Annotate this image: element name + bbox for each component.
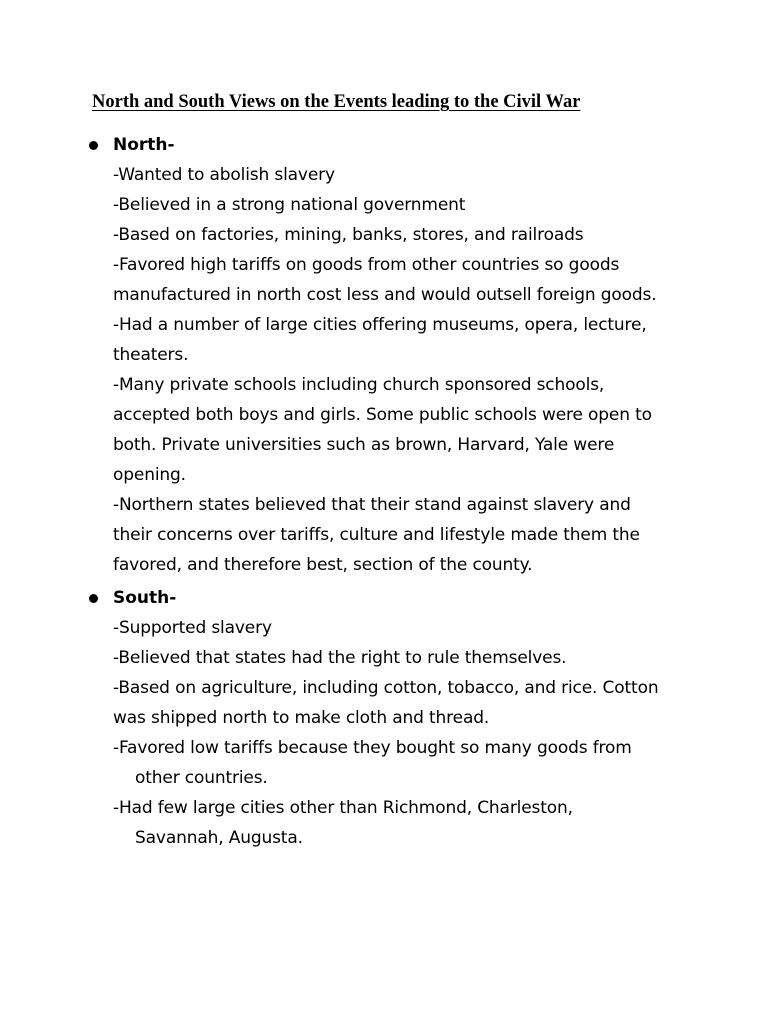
text-line: -Believed that states had the right to rule themselves. xyxy=(113,648,567,668)
text-line: -Many private schools including church sponsored schools, xyxy=(113,375,605,395)
text-line: -Based on agriculture, including cotton, tobacco, and rice. Cotton xyxy=(113,678,659,698)
text-line: -Based on factories, mining, banks, stores, and railroads xyxy=(113,225,584,245)
text-line: -Believed in a strong national government xyxy=(113,195,466,215)
text-line: favored, and therefore best, section of the county. xyxy=(113,555,533,575)
text-line: -Had a number of large cities offering museums, opera, lecture, xyxy=(113,315,647,335)
text-line: opening. xyxy=(113,465,186,485)
text-line: accepted both boys and girls. Some public schools were open to xyxy=(113,405,652,425)
document-title: North and South Views on the Events leading to the Civil War xyxy=(92,92,581,112)
text-line: was shipped north to make cloth and thread. xyxy=(113,708,490,728)
text-line: -Northern states believed that their stand against slavery and xyxy=(113,495,631,515)
text-line: -Had few large cities other than Richmond, Charleston, xyxy=(113,798,573,818)
text-line: Savannah, Augusta. xyxy=(135,828,303,848)
text-line: manufactured in north cost less and would outsell foreign goods. xyxy=(113,285,657,305)
text-line: -Favored low tariffs because they bought so many goods from xyxy=(113,738,632,758)
text-line: -Favored high tariffs on goods from other countries so goods xyxy=(113,255,620,275)
text-line: -Supported slavery xyxy=(113,618,272,638)
section-lines-south xyxy=(113,613,658,853)
text-line: both. Private universities such as brown, Harvard, Yale were xyxy=(113,435,615,455)
section-heading-south: South- xyxy=(113,588,177,608)
bullet-icon xyxy=(89,594,98,603)
text-line: their concerns over tariffs, culture and lifestyle made them the xyxy=(113,525,640,545)
bullet-icon xyxy=(89,141,98,150)
text-line: other countries. xyxy=(135,768,268,788)
section-heading-north: North- xyxy=(113,135,175,155)
text-line: -Wanted to abolish slavery xyxy=(113,165,335,185)
text-line: theaters. xyxy=(113,345,189,365)
section-lines-north xyxy=(113,160,656,580)
